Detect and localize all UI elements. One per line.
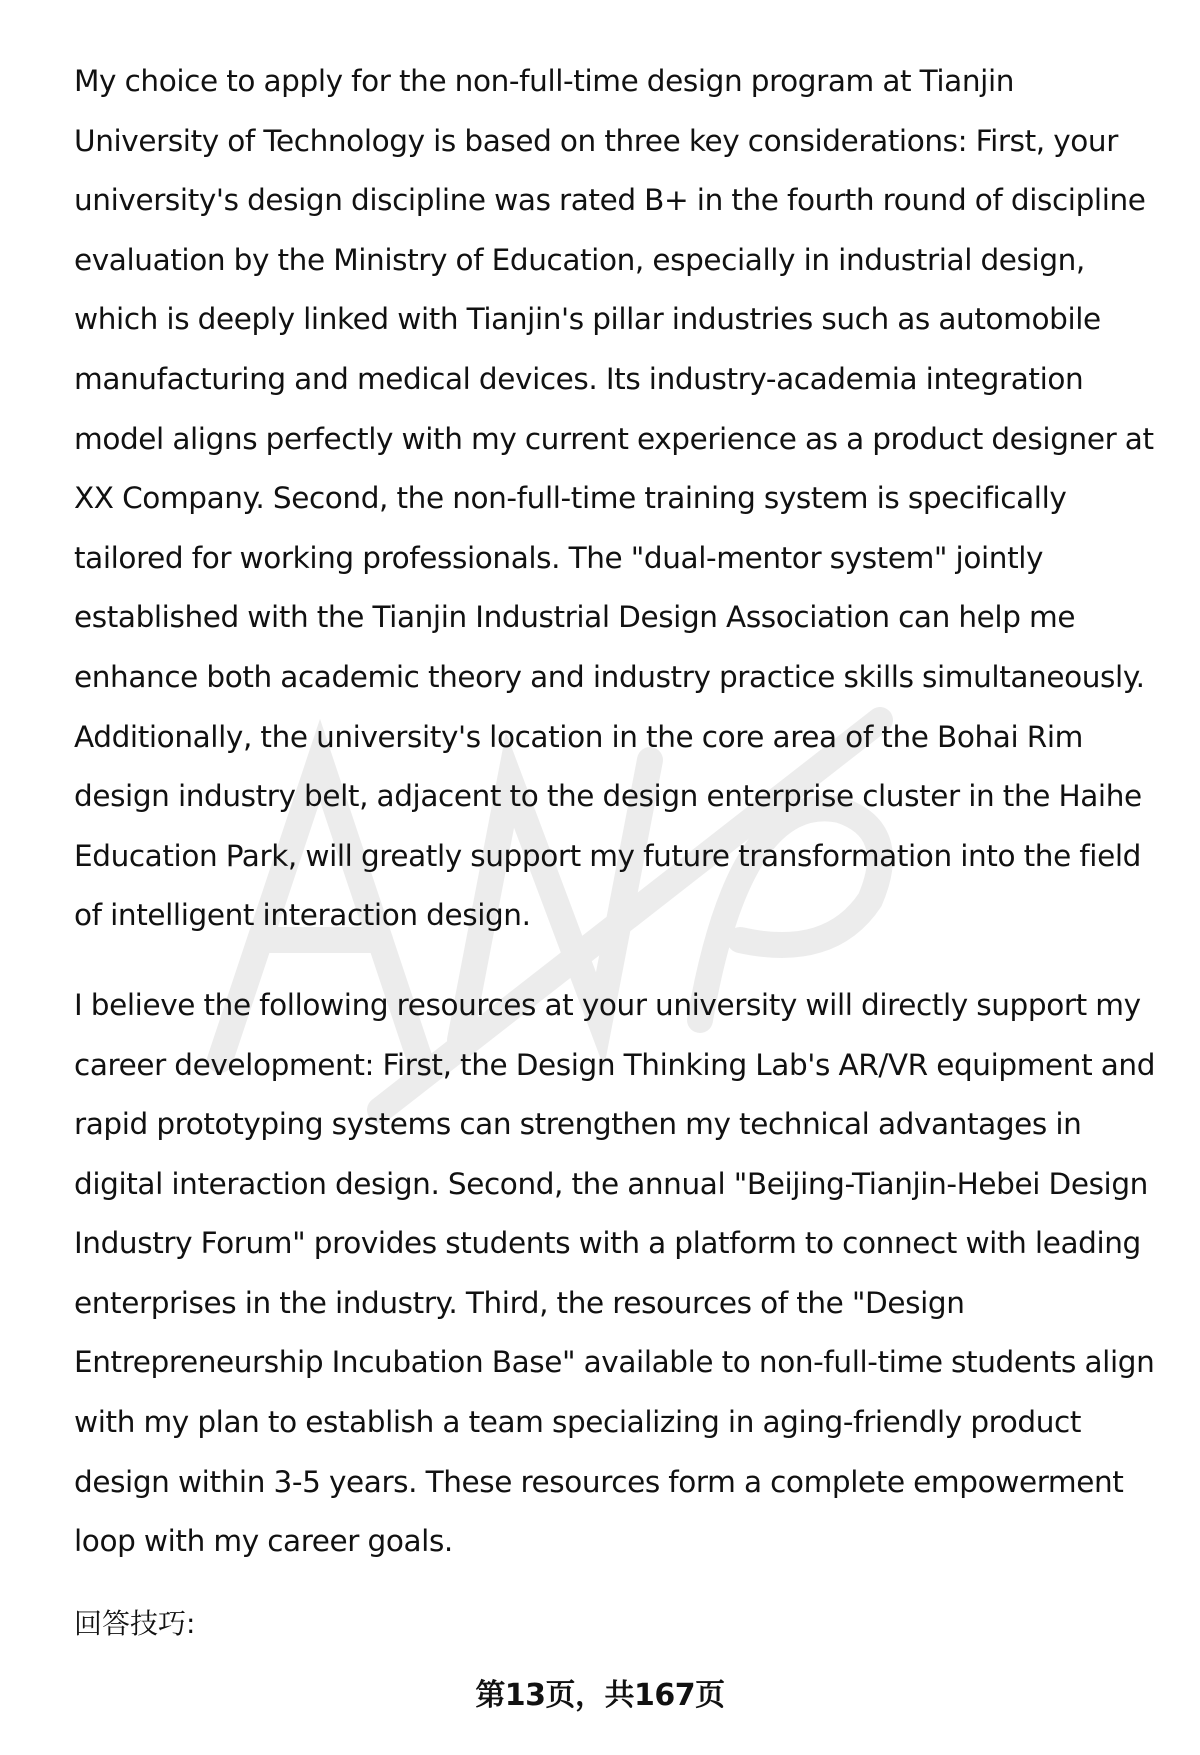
text-line: Education Park, will greatly support my future transformation into the field bbox=[74, 838, 1141, 873]
text-line: University of Technology is based on three key considerations: First, your bbox=[74, 123, 1118, 158]
text-line: established with the Tianjin Industrial Design Association can help me bbox=[74, 600, 1076, 635]
paragraph-2 bbox=[74, 976, 1154, 1572]
text-line: digital interaction design. Second, the annual "Beijing-Tianjin-Hebei Design bbox=[74, 1166, 1148, 1201]
text-line: Entrepreneurship Incubation Base" available to non-full-time students align bbox=[74, 1345, 1155, 1380]
text-line: Additionally, the university's location in the core area of the Bohai Rim bbox=[74, 719, 1083, 754]
text-line: design industry belt, adjacent to the design enterprise cluster in the Haihe bbox=[74, 779, 1142, 814]
text-line: enhance both academic theory and industry practice skills simultaneously. bbox=[74, 659, 1145, 694]
text-line: XX Company. Second, the non-full-time training system is specifically bbox=[74, 481, 1067, 516]
text-line: model aligns perfectly with my current experience as a product designer at bbox=[74, 421, 1154, 456]
text-line: which is deeply linked with Tianjin's pillar industries such as automobile bbox=[74, 302, 1101, 337]
text-line: loop with my career goals. bbox=[74, 1524, 453, 1559]
text-line: My choice to apply for the non-full-time design program at Tianjin bbox=[74, 64, 1015, 98]
text-line: with my plan to establish a team specializing in aging-friendly product bbox=[74, 1405, 1082, 1440]
answer-tips-label: 回答技巧: bbox=[74, 1606, 196, 1640]
text-line: of intelligent interaction design. bbox=[74, 898, 531, 933]
text-line: Industry Forum" provides students with a platform to connect with leading bbox=[74, 1226, 1141, 1261]
text-line: design within 3-5 years. These resources form a complete empowerment bbox=[74, 1464, 1124, 1499]
page-footer: 第13页，共167页 bbox=[475, 1678, 725, 1713]
text-line: career development: First, the Design Thinking Lab's AR/VR equipment and bbox=[74, 1047, 1156, 1082]
text-line: university's design discipline was rated B+ in the fourth round of discipline bbox=[74, 183, 1146, 218]
text-line: rapid prototyping systems can strengthen my technical advantages in bbox=[74, 1107, 1082, 1142]
text-line: manufacturing and medical devices. Its industry-academia integration bbox=[74, 361, 1084, 396]
document-page bbox=[74, 52, 1154, 1646]
text-line: I believe the following resources at your university will directly support my bbox=[74, 987, 1141, 1022]
text-line: evaluation by the Ministry of Education, especially in industrial design, bbox=[74, 242, 1085, 277]
paragraph-1 bbox=[74, 52, 1154, 946]
text-line: tailored for working professionals. The "dual-mentor system" jointly bbox=[74, 540, 1044, 575]
text-line: enterprises in the industry. Third, the resources of the "Design bbox=[74, 1285, 965, 1320]
